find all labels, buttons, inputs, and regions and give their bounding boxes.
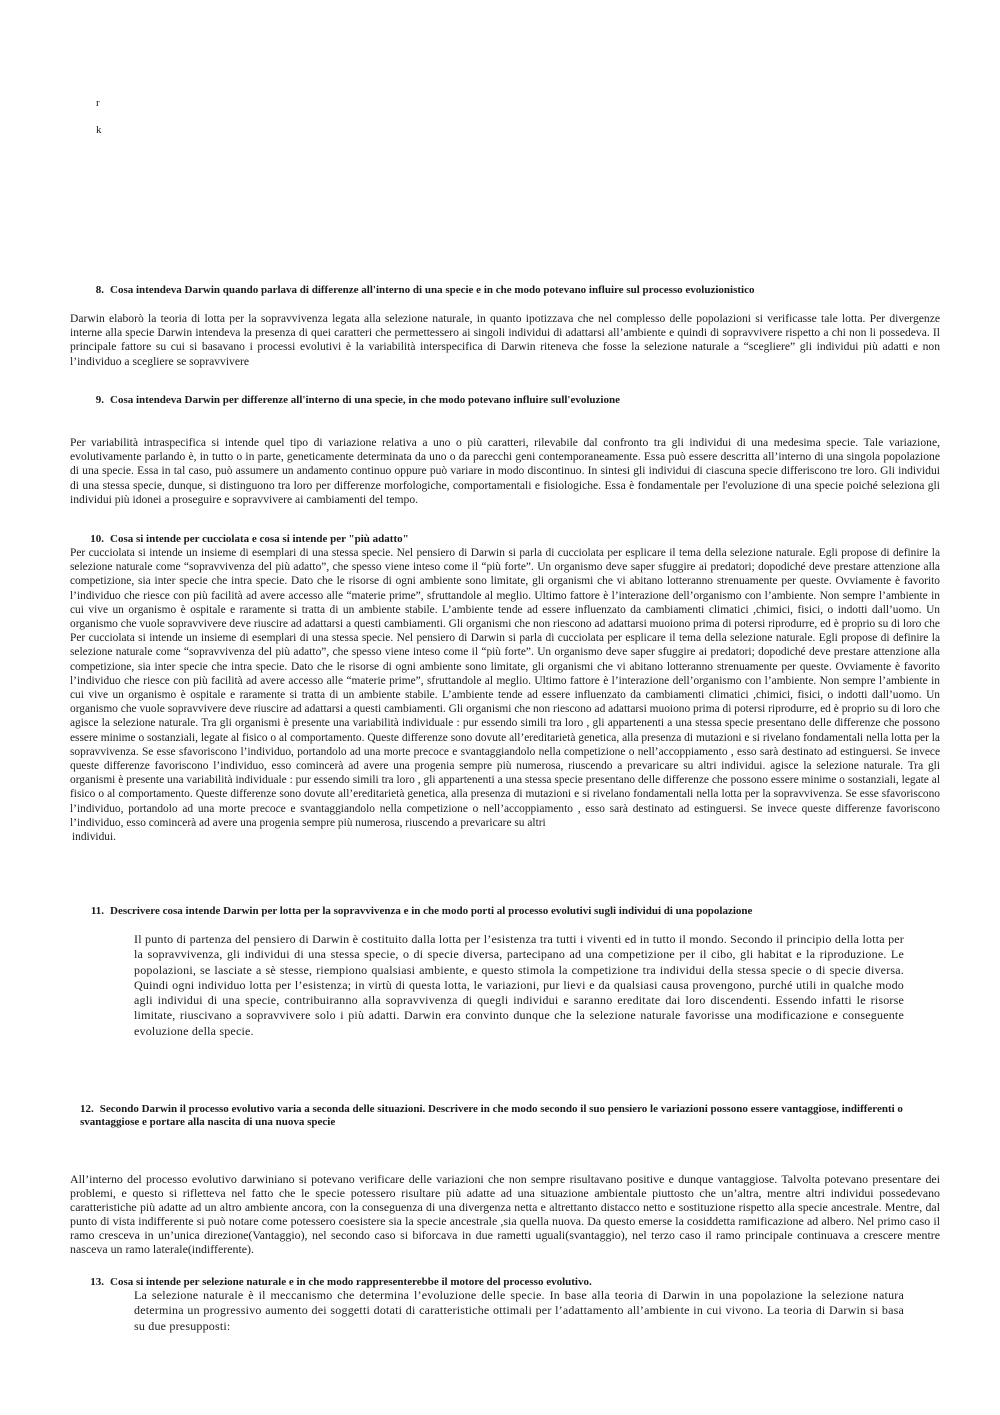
question-number: 11. xyxy=(90,905,104,917)
answer-paragraph: All’interno del processo evolutivo darwiniano si potevano verificare delle variazioni che non sempre risultavano positive e dunque vantaggiose. Talvolta potevano presentare dei problemi, e questo si rifletteva nel fatto che le specie potessero risultare più adatte ad una situazione ambientale piuttosto che un’altra, mentre altri individui possedevano caratteristiche più adatte ad un altro ambiente ancora, con la conseguenza di una divergenza netta e altrettanto distacco netto e sostituzione rispetto alla specie ancestrale. Mentre, dal punto di vista indifferente si può notare come potessero coesistere sia la specie ancestrale ,sia quella nuova. Da questo emerse la cosiddetta ramificazione ad albero. Nel primo caso il ramo cresceva in un’unica direzione(Vantaggio), nel secondo caso si biforcava in due rametti uguali(svantaggio), nel terzo caso il ramo principale continuava a crescere mentre nasceva un ramo laterale(indifferente). xyxy=(70,1172,940,1257)
question-number: 8. xyxy=(95,284,104,296)
question-9-title xyxy=(80,394,940,407)
question-number: 10. xyxy=(90,533,104,545)
answer-paragraph-tail: individui. xyxy=(72,831,116,844)
question-10-title xyxy=(80,533,940,546)
question-text: Cosa intendeva Darwin per differenze all'interno di una specie, in che modo potevano influire sull'evoluzione xyxy=(110,394,620,406)
question-12-title xyxy=(80,1103,950,1129)
answer-paragraph: Per variabilità intraspecifica si intende quel tipo di variazione relativa a uno o più caratteri, rilevabile dal confronto tra gli individui di una medesima specie. Tale variazione, evolutivamente parlando è, in tutto o in parte, geneticamente determinata da uno o da parecchi geni contemporaneamente. Essa può essere descritta all’interno di una singola popolazione di una specie. Essa in tal caso, può assumere un andamento continuo oppure può variare in modo discontinuo. In sintesi gli individui di ciascuna specie differiscono tre loro. Gli individui di una stessa specie, dunque, si distinguono tra loro per differenze morfologiche, comportamentali e fisiologiche. Essa è fondamentale per l'evoluzione di una specie poiché seleziona gli individui più idonei a proseguire e sopravvivere ai cambiamenti del tempo. xyxy=(70,436,940,506)
question-text: Descrivere cosa intende Darwin per lotta per la sopravvivenza e in che modo porti al processo evolutivi sugli individui di una popolazione xyxy=(110,905,753,917)
answer-paragraph: Per cucciolata si intende un insieme di esemplari di una stessa specie. Nel pensiero di Darwin si parla di cucciolata per esplicare il tema della selezione naturale. Egli propose di definire la selezione naturale come “sopravvivenza del più adatto”, che spesso viene inteso come il “più forte”. Un organismo deve saper sfuggire ai predatori; dopodiché deve prestare attenzione alla competizione, sia inter specie che intra specie. Dato che le risorse di ogni ambiente sono limitate, gli organismi che vi abitano lotteranno strenuamente per queste. Ovviamente è favorito l’individuo che riesce con più facilità ad avere accesso alle “materie prime”, sfruttandole al meglio. Ultimo fattore è l’interazione dell’organismo con l’ambiente. Non sempre l’ambiente in cui vive un organismo è ospitale e raramente si tratta di un ambiente stabile. L’ambiente tende ad essere influenzato da cambiamenti climatici ,chimici, fisici, o indotti dall’uomo. Un organismo che vuole sopravvivere deve riuscire ad adattarsi a questi cambiamenti. Gli organismi che non riescono ad adattarsi muoiono prima di potersi riprodurre, ed è proprio su di loro che Per cucciolata si intende un insieme di esemplari di una stessa specie. Nel pensiero di Darwin si parla di cucciolata per esplicare il tema della selezione naturale. Egli propose di definire la selezione naturale come “sopravvivenza del più adatto”, che spesso viene inteso come il “più forte”. Un organismo deve saper sfuggire ai predatori; dopodiché deve prestare attenzione alla competizione, sia inter specie che intra specie. Dato che le risorse di ogni ambiente sono limitate, gli organismi che vi abitano lotteranno strenuamente per queste. Ovviamente è favorito l’individuo che riesce con più facilità ad avere accesso alle “materie prime”, sfruttandole al meglio. Ultimo fattore è l’interazione dell’organismo con l’ambiente. Non sempre l’ambiente in cui vive un organismo è ospitale e raramente si tratta di un ambiente stabile. L’ambiente tende ad essere influenzato da cambiamenti climatici ,chimici, fisici, o indotti dall’uomo. Un organismo che vuole sopravvivere deve riuscire ad adattarsi a questi cambiamenti. Gli organismi che non riescono ad adattarsi muoiono prima di potersi riprodurre, ed è proprio su di loro che agisce la selezione naturale. Tra gli organismi è presente una variabilità individuale : pur essendo simili tra loro , gli appartenenti a una stessa specie presentano delle differenze che possono essere minime o sostanziali, legate al fisico o al comportamento. Queste differenze sono dovute all’ereditarietà genetica, alla presenza di mutazioni e si rivelano fondamentali nella lotta per la sopravvivenza. Se esse sfavoriscono l’individuo, portandolo ad una morte precoce e svantaggiandolo nella competizione o nell’accoppiamento , esso sarà destinato ad estinguersi. Se invece queste differenze favoriscono l’individuo, esso comincerà ad avere una progenia sempre più numerosa, riuscendo a prevaricare su altri individui. agisce la selezione naturale. Tra gli organismi è presente una variabilità individuale : pur essendo simili tra loro , gli appartenenti a una stessa specie presentano delle differenze che possono essere minime o sostanziali, legate al fisico o al comportamento. Queste differenze sono dovute all’ereditarietà genetica, alla presenza di mutazioni e si rivelano fondamentali nella lotta per la sopravvivenza. Se esse sfavoriscono l’individuo, portandolo ad una morte precoce e svantaggiandolo nella competizione o nell’accoppiamento , esso sarà destinato ad estinguersi. Se invece queste differenze favoriscono l’individuo, esso comincerà ad avere una progenia sempre più numerosa, riuscendo a prevaricare su altri xyxy=(70,547,940,829)
answer-10 xyxy=(70,546,940,844)
answer-paragraph: Il punto di partenza del pensiero di Darwin è costituito dalla lotta per l’esistenza tra tutti i viventi ed in tutto il mondo. Secondo il principio della lotta per la sopravvivenza, gli individui di una stessa specie, o di specie diversa, partecipano ad una competizione per il cibo, gli habitat e la riproduzione. Le popolazioni, se lasciate a sè stesse, riempiono qualsiasi ambiente, e questo stimola la competizione tra individui della stessa specie o di specie diversa. Quindi ogni individuo lotta per l’esistenza; in virtù di questa lotta, le variazioni, pur lievi e da qualsiasi causa provengono, purché utili in qualche modo agli individui di una specie, contribuiranno alla sopravvivenza di quegli individui e saranno ereditate dai loro discendenti. Essendo infatti le risorse limitate, riuscivano a sopravvivere solo i più adatti. Darwin era convinto dunque che la selezione naturale favorisse una modificazione e conseguente evoluzione della specie. xyxy=(134,932,904,1038)
answer-13 xyxy=(134,1288,904,1334)
answer-paragraph: Darwin elaborò la teoria di lotta per la sopravvivenza legata alla selezione naturale, in quanto ipotizzava che nel complesso delle popolazioni si verificasse tale lotta. Per divergenze interne alla specie Darwin intendeva la presenza di quei caratteri che permettessero ai singoli individui di adattarsi all’ambiente e quindi di sopravvivere rispetto a chi non li possedeva. Il principale fattore su cui si basavano i processi evolutivi è la variabilità interspecifica di Darwin riteneva che fosse la selezione naturale a “scegliere” gli individui più adatti e non l’individuo a scegliere se sopravvivere xyxy=(70,312,940,368)
question-text: Cosa si intende per cucciolata e cosa si intende per "più adatto" xyxy=(110,533,409,545)
question-text: Secondo Darwin il processo evolutivo varia a seconda delle situazioni. Descrivere in che modo secondo il suo pensiero le variazioni possono essere vantaggiose, indifferenti o svantaggiose e portare alla nascita di una nuova specie xyxy=(80,1103,903,1128)
question-11-title xyxy=(80,905,940,918)
question-number: 12. xyxy=(80,1103,94,1115)
answer-12 xyxy=(70,1172,940,1257)
question-number: 9. xyxy=(95,394,104,406)
answer-11 xyxy=(134,932,904,1039)
question-text: Cosa si intende per selezione naturale e in che modo rappresenterebbe il motore del processo evolutivo. xyxy=(110,1276,592,1288)
stray-letter-k: k xyxy=(96,124,102,136)
question-8-title xyxy=(80,284,940,297)
question-text: Cosa intendeva Darwin quando parlava di differenze all'interno di una specie e in che modo potevano influire sul processo evoluzionistico xyxy=(110,284,755,296)
question-number: 13. xyxy=(90,1276,104,1288)
answer-paragraph: La selezione naturale è il meccanismo che determina l’evoluzione delle specie. In base alla teoria di Darwin in una popolazione la selezione natura determina un progressivo aumento dei soggetti dotati di caratteristiche ottimali per l’adattamento all’ambiente in cui vivono. La teoria di Darwin si basa su due presupposti: xyxy=(134,1288,904,1333)
stray-letter-r: r xyxy=(96,97,100,109)
answer-9 xyxy=(70,436,940,507)
answer-8 xyxy=(70,312,940,369)
